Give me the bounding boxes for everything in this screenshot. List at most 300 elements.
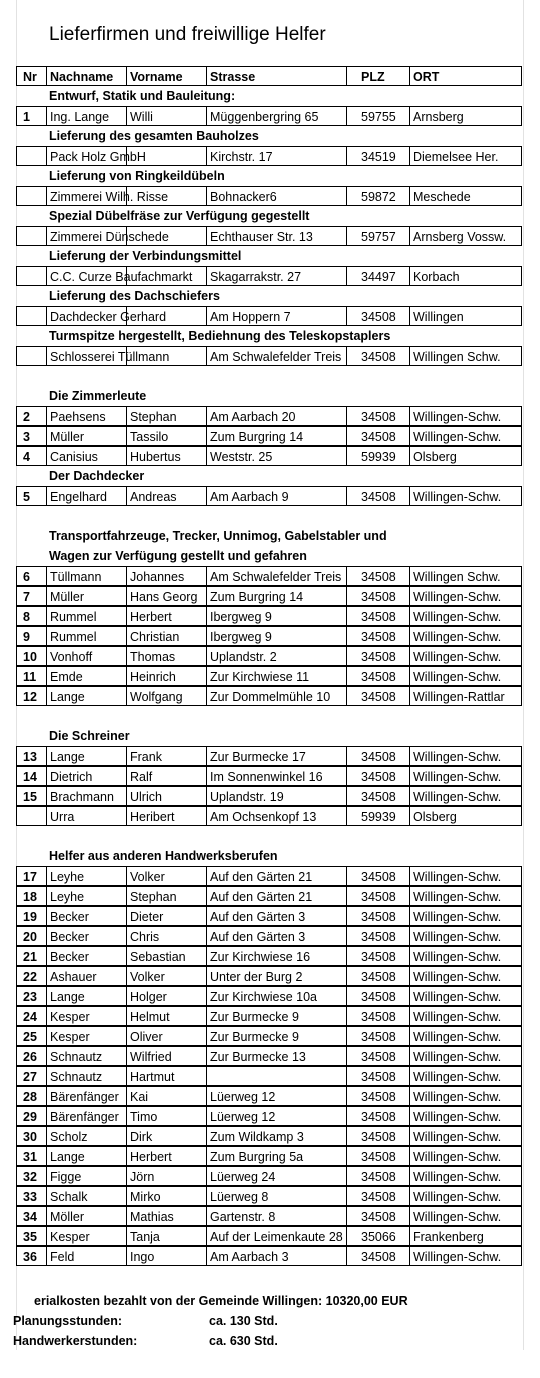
lastname-cell: Ing. Lange [46, 106, 126, 126]
firstname-cell: Herbert [126, 606, 206, 626]
zip-cell: 34508 [346, 626, 409, 646]
zip-cell: 59939 [346, 446, 409, 466]
table-row [16, 1006, 522, 1026]
section-label: Die Zimmerleute [49, 389, 147, 403]
street-cell: Am Aarbach 20 [206, 406, 346, 426]
table-row [16, 906, 522, 926]
zip-cell: 34508 [346, 946, 409, 966]
zip-cell: 34508 [346, 686, 409, 706]
firstname-cell: Vorname [126, 66, 206, 86]
table-row [16, 1146, 522, 1166]
street-cell: Zum Burgring 14 [206, 586, 346, 606]
section-heading [16, 546, 522, 566]
street-cell: Lüerweg 8 [206, 1186, 346, 1206]
nr-cell: 22 [16, 966, 46, 986]
lastname-cell: Emde [46, 666, 126, 686]
nr-cell: 7 [16, 586, 46, 606]
section-heading [16, 206, 522, 226]
nr-cell [16, 146, 46, 166]
table-row [16, 266, 522, 286]
zip-cell: 34508 [346, 606, 409, 626]
lastname-cell: Brachmann [46, 786, 126, 806]
nr-cell: 31 [16, 1146, 46, 1166]
lastname-cell: Zimmerei Dünschede [46, 226, 126, 246]
zip-cell: 59757 [346, 226, 409, 246]
section-label: Transportfahrzeuge, Trecker, Unnimog, Gabelstabler und [49, 529, 387, 543]
street-cell: Unter der Burg 2 [206, 966, 346, 986]
zip-cell: 34508 [346, 1246, 409, 1266]
city-cell: Olsberg [409, 806, 522, 826]
street-cell: Auf den Gärten 3 [206, 906, 346, 926]
zip-cell: 34508 [346, 566, 409, 586]
table-row [16, 1106, 522, 1126]
lastname-cell: Dachdecker Gerhard [46, 306, 126, 326]
nr-cell [16, 186, 46, 206]
street-cell: Im Sonnenwinkel 16 [206, 766, 346, 786]
zip-cell: 59872 [346, 186, 409, 206]
table-row [16, 1206, 522, 1226]
table-row [16, 1086, 522, 1106]
section-heading [16, 246, 522, 266]
street-cell: Zur Kirchwiese 16 [206, 946, 346, 966]
page-title: Lieferfirmen und freiwillige Helfer [49, 24, 326, 45]
section-label: Lieferung der Verbindungsmittel [49, 249, 242, 263]
firstname-cell [126, 186, 206, 206]
zip-cell: 34508 [346, 746, 409, 766]
nr-cell: 9 [16, 626, 46, 646]
street-cell: Strasse [206, 66, 346, 86]
firstname-cell: Wilfried [126, 1046, 206, 1066]
nr-cell: 1 [16, 106, 46, 126]
section-label: Wagen zur Verfügung gestellt und gefahren [49, 549, 307, 563]
section-label: Lieferung des Dachschiefers [49, 289, 220, 303]
street-cell: Am Schwalefelder Treis [206, 566, 346, 586]
city-cell: ORT [409, 66, 522, 86]
lastname-cell: Scholz [46, 1126, 126, 1146]
firstname-cell [126, 146, 206, 166]
lastname-cell: Vonhoff [46, 646, 126, 666]
street-cell: Auf der Leimenkaute 28 [206, 1226, 346, 1246]
table-row [16, 306, 522, 326]
city-cell: Meschede [409, 186, 522, 206]
nr-cell: 35 [16, 1226, 46, 1246]
zip-cell: 34519 [346, 146, 409, 166]
table-row [16, 866, 522, 886]
city-cell: Willingen-Schw. [409, 1246, 522, 1266]
nr-cell: 20 [16, 926, 46, 946]
firstname-cell: Mirko [126, 1186, 206, 1206]
city-cell: Willingen-Schw. [409, 766, 522, 786]
nr-cell: 14 [16, 766, 46, 786]
street-cell: Zur Burmecke 17 [206, 746, 346, 766]
zip-cell: 34508 [346, 1166, 409, 1186]
lastname-cell: Pack Holz GmbH [46, 146, 126, 166]
street-cell: Lüerweg 12 [206, 1086, 346, 1106]
firstname-cell: Hartmut [126, 1066, 206, 1086]
table-row [16, 1026, 522, 1046]
table-row [16, 926, 522, 946]
section-heading [16, 166, 522, 186]
street-cell: Zur Kirchwiese 11 [206, 666, 346, 686]
firstname-cell: Herbert [126, 1146, 206, 1166]
city-cell: Frankenberg [409, 1226, 522, 1246]
lastname-cell: Schlosserei Tüllmann [46, 346, 126, 366]
city-cell: Willingen-Schw. [409, 966, 522, 986]
zip-cell: 35066 [346, 1226, 409, 1246]
firstname-cell: Kai [126, 1086, 206, 1106]
zip-cell: 34508 [346, 866, 409, 886]
table-row [16, 786, 522, 806]
firstname-cell: Ralf [126, 766, 206, 786]
table-row [16, 666, 522, 686]
nr-cell: Nr [16, 66, 46, 86]
zip-cell: 34508 [346, 906, 409, 926]
street-cell: Skagarrakstr. 27 [206, 266, 346, 286]
table-row [16, 1066, 522, 1086]
firstname-cell: Holger [126, 986, 206, 1006]
street-cell: Weststr. 25 [206, 446, 346, 466]
firstname-cell: Mathias [126, 1206, 206, 1226]
city-cell: Willingen-Schw. [409, 946, 522, 966]
nr-cell: 29 [16, 1106, 46, 1126]
firstname-cell [126, 306, 206, 326]
street-cell: Zur Dommelmühle 10 [206, 686, 346, 706]
lastname-cell: Urra [46, 806, 126, 826]
firstname-cell: Ulrich [126, 786, 206, 806]
firstname-cell: Heribert [126, 806, 206, 826]
lastname-cell: Becker [46, 946, 126, 966]
street-cell: Zur Burmecke 9 [206, 1026, 346, 1046]
city-cell: Olsberg [409, 446, 522, 466]
nr-cell: 28 [16, 1086, 46, 1106]
lastname-cell: Rummel [46, 626, 126, 646]
section-label: Entwurf, Statik und Bauleitung: [49, 89, 236, 103]
nr-cell [16, 226, 46, 246]
firstname-cell: Frank [126, 746, 206, 766]
table-row [16, 446, 522, 466]
city-cell: Willingen-Schw. [409, 1186, 522, 1206]
city-cell: Willingen-Schw. [409, 1206, 522, 1226]
street-cell: Lüerweg 24 [206, 1166, 346, 1186]
craft-hours-value: ca. 630 Std. [209, 1334, 278, 1348]
table-row [16, 1186, 522, 1206]
city-cell: Willingen-Schw. [409, 1106, 522, 1126]
zip-cell: 34508 [346, 1186, 409, 1206]
nr-cell: 18 [16, 886, 46, 906]
lastname-cell: Schnautz [46, 1066, 126, 1086]
firstname-cell: Helmut [126, 1006, 206, 1026]
city-cell: Willingen-Schw. [409, 406, 522, 426]
table-row [16, 646, 522, 666]
table-row [16, 766, 522, 786]
zip-cell: 34508 [346, 586, 409, 606]
lastname-cell: Bärenfänger [46, 1106, 126, 1126]
lastname-cell: Becker [46, 906, 126, 926]
city-cell: Willingen-Schw. [409, 606, 522, 626]
lastname-cell: Schalk [46, 1186, 126, 1206]
zip-cell: 34508 [346, 966, 409, 986]
street-cell: Lüerweg 12 [206, 1106, 346, 1126]
nr-cell [16, 346, 46, 366]
lastname-cell: Engelhard [46, 486, 126, 506]
firstname-cell: Wolfgang [126, 686, 206, 706]
city-cell: Willingen-Schw. [409, 786, 522, 806]
craft-hours-label: Handwerkerstunden: [13, 1334, 138, 1348]
street-cell: Am Aarbach 3 [206, 1246, 346, 1266]
street-cell: Zum Burgring 14 [206, 426, 346, 446]
section-heading [16, 846, 522, 866]
section-heading [16, 466, 522, 486]
section-heading [16, 286, 522, 306]
street-cell: Zur Kirchwiese 10a [206, 986, 346, 1006]
firstname-cell [126, 346, 206, 366]
lastname-cell: Lange [46, 746, 126, 766]
firstname-cell: Ingo [126, 1246, 206, 1266]
zip-cell: 34508 [346, 1026, 409, 1046]
table-row [16, 406, 522, 426]
street-cell: Am Hoppern 7 [206, 306, 346, 326]
zip-cell: 34508 [346, 1206, 409, 1226]
firstname-cell: Hans Georg [126, 586, 206, 606]
lastname-cell: Dietrich [46, 766, 126, 786]
nr-cell: 10 [16, 646, 46, 666]
city-cell: Willingen Schw. [409, 346, 522, 366]
table-row [16, 886, 522, 906]
table-row [16, 966, 522, 986]
nr-cell: 33 [16, 1186, 46, 1206]
city-cell: Korbach [409, 266, 522, 286]
zip-cell: 34508 [346, 486, 409, 506]
table-row [16, 486, 522, 506]
firstname-cell: Stephan [126, 406, 206, 426]
table-row [16, 226, 522, 246]
city-cell: Willingen-Rattlar [409, 686, 522, 706]
zip-cell: 34508 [346, 1006, 409, 1026]
firstname-cell: Johannes [126, 566, 206, 586]
nr-cell [16, 806, 46, 826]
street-cell: Kirchstr. 17 [206, 146, 346, 166]
city-cell: Willingen-Schw. [409, 1086, 522, 1106]
street-cell: Auf den Gärten 21 [206, 886, 346, 906]
lastname-cell: Kesper [46, 1226, 126, 1246]
firstname-cell: Heinrich [126, 666, 206, 686]
zip-cell: 34508 [346, 346, 409, 366]
nr-cell: 30 [16, 1126, 46, 1146]
zip-cell: 59755 [346, 106, 409, 126]
lastname-cell: Feld [46, 1246, 126, 1266]
lastname-cell: Paehsens [46, 406, 126, 426]
street-cell: Ibergweg 9 [206, 606, 346, 626]
city-cell: Willingen-Schw. [409, 926, 522, 946]
lastname-cell: Figge [46, 1166, 126, 1186]
nr-cell: 23 [16, 986, 46, 1006]
city-cell: Arnsberg [409, 106, 522, 126]
city-cell: Willingen-Schw. [409, 1066, 522, 1086]
city-cell: Willingen-Schw. [409, 1046, 522, 1066]
firstname-cell: Hubertus [126, 446, 206, 466]
firstname-cell: Stephan [126, 886, 206, 906]
zip-cell: 34508 [346, 666, 409, 686]
zip-cell: 34508 [346, 1146, 409, 1166]
nr-cell: 2 [16, 406, 46, 426]
city-cell: Willingen-Schw. [409, 486, 522, 506]
zip-cell: 34508 [346, 766, 409, 786]
lastname-cell: Rummel [46, 606, 126, 626]
nr-cell: 26 [16, 1046, 46, 1066]
city-cell: Willingen Schw. [409, 566, 522, 586]
lastname-cell: Ashauer [46, 966, 126, 986]
city-cell: Willingen-Schw. [409, 626, 522, 646]
zip-cell: 34508 [346, 786, 409, 806]
table-row [16, 686, 522, 706]
table-row [16, 806, 522, 826]
city-cell: Willingen-Schw. [409, 1166, 522, 1186]
section-heading [16, 126, 522, 146]
table-row [16, 626, 522, 646]
firstname-cell: Christian [126, 626, 206, 646]
zip-cell: PLZ [346, 66, 409, 86]
nr-cell: 4 [16, 446, 46, 466]
nr-cell: 13 [16, 746, 46, 766]
city-cell: Willingen-Schw. [409, 886, 522, 906]
nr-cell: 25 [16, 1026, 46, 1046]
nr-cell: 12 [16, 686, 46, 706]
firstname-cell: Tanja [126, 1226, 206, 1246]
city-cell: Diemelsee Her. [409, 146, 522, 166]
street-cell: Müggenbergring 65 [206, 106, 346, 126]
zip-cell: 34508 [346, 1046, 409, 1066]
table-row [16, 426, 522, 446]
firstname-cell: Tassilo [126, 426, 206, 446]
table-row [16, 746, 522, 766]
zip-cell: 34508 [346, 1086, 409, 1106]
street-cell: Am Aarbach 9 [206, 486, 346, 506]
table-row [16, 1226, 522, 1246]
zip-cell: 34508 [346, 646, 409, 666]
section-label: Lieferung von Ringkeildübeln [49, 169, 225, 183]
street-cell: Am Schwalefelder Treis [206, 346, 346, 366]
street-cell: Uplandstr. 19 [206, 786, 346, 806]
nr-cell: 21 [16, 946, 46, 966]
table-row [16, 1126, 522, 1146]
firstname-cell [126, 266, 206, 286]
lastname-cell: Bärenfänger [46, 1086, 126, 1106]
street-cell: Bohnacker6 [206, 186, 346, 206]
nr-cell: 32 [16, 1166, 46, 1186]
lastname-cell: Nachname [46, 66, 126, 86]
city-cell: Willingen-Schw. [409, 666, 522, 686]
firstname-cell: Volker [126, 966, 206, 986]
section-heading [16, 326, 522, 346]
street-cell [206, 1066, 346, 1086]
lastname-cell: Kesper [46, 1026, 126, 1046]
city-cell: Willingen-Schw. [409, 1146, 522, 1166]
city-cell: Willingen-Schw. [409, 986, 522, 1006]
street-cell: Zur Burmecke 9 [206, 1006, 346, 1026]
planning-hours-label: Planungsstunden: [13, 1314, 123, 1328]
firstname-cell: Timo [126, 1106, 206, 1126]
zip-cell: 34508 [346, 306, 409, 326]
street-cell: Auf den Gärten 21 [206, 866, 346, 886]
lastname-cell: Becker [46, 926, 126, 946]
city-cell: Willingen-Schw. [409, 746, 522, 766]
planning-hours-value: ca. 130 Std. [209, 1314, 278, 1328]
section-heading [16, 86, 522, 106]
nr-cell [16, 306, 46, 326]
nr-cell: 34 [16, 1206, 46, 1226]
street-cell: Zum Wildkamp 3 [206, 1126, 346, 1146]
city-cell: Willingen-Schw. [409, 646, 522, 666]
city-cell: Willingen [409, 306, 522, 326]
section-label: Turmspitze hergestellt, Bediehnung des Teleskopstaplers [49, 329, 391, 343]
city-cell: Willingen-Schw. [409, 426, 522, 446]
street-cell: Zur Burmecke 13 [206, 1046, 346, 1066]
firstname-cell: Volker [126, 866, 206, 886]
nr-cell: 17 [16, 866, 46, 886]
section-heading [16, 526, 522, 546]
table-row [16, 986, 522, 1006]
table-row [16, 586, 522, 606]
street-cell: Uplandstr. 2 [206, 646, 346, 666]
lastname-cell: Möller [46, 1206, 126, 1226]
firstname-cell: Oliver [126, 1026, 206, 1046]
zip-cell: 34508 [346, 1106, 409, 1126]
lastname-cell: Lange [46, 1146, 126, 1166]
table-row [16, 1166, 522, 1186]
section-label: Der Dachdecker [49, 469, 145, 483]
nr-cell: 8 [16, 606, 46, 626]
lastname-cell: Schnautz [46, 1046, 126, 1066]
firstname-cell: Thomas [126, 646, 206, 666]
table-row [16, 106, 522, 126]
section-label: Helfer aus anderen Handwerksberufen [49, 849, 278, 863]
street-cell: Am Ochsenkopf 13 [206, 806, 346, 826]
zip-cell: 59939 [346, 806, 409, 826]
lastname-cell: Kesper [46, 1006, 126, 1026]
lastname-cell: Zimmerei Wilh. Risse [46, 186, 126, 206]
city-cell: Willingen-Schw. [409, 866, 522, 886]
city-cell: Willingen-Schw. [409, 1026, 522, 1046]
table-row [16, 186, 522, 206]
city-cell: Willingen-Schw. [409, 586, 522, 606]
lastname-cell: C.C. Curze Baufachmarkt [46, 266, 126, 286]
lastname-cell: Lange [46, 686, 126, 706]
table-row [16, 1046, 522, 1066]
street-cell: Gartenstr. 8 [206, 1206, 346, 1226]
zip-cell: 34508 [346, 886, 409, 906]
zip-cell: 34508 [346, 1126, 409, 1146]
street-cell: Echthauser Str. 13 [206, 226, 346, 246]
zip-cell: 34508 [346, 1066, 409, 1086]
city-cell: Willingen-Schw. [409, 1126, 522, 1146]
city-cell: Willingen-Schw. [409, 906, 522, 926]
table-row [16, 566, 522, 586]
section-heading [16, 726, 522, 746]
firstname-cell: Dieter [126, 906, 206, 926]
section-label: Spezial Dübelfräse zur Verfügung gegestellt [49, 209, 310, 223]
zip-cell: 34508 [346, 406, 409, 426]
table-row [16, 1246, 522, 1266]
nr-cell: 6 [16, 566, 46, 586]
zip-cell: 34508 [346, 986, 409, 1006]
lastname-cell: Leyhe [46, 886, 126, 906]
street-cell: Ibergweg 9 [206, 626, 346, 646]
nr-cell: 15 [16, 786, 46, 806]
street-cell: Auf den Gärten 3 [206, 926, 346, 946]
city-cell: Willingen-Schw. [409, 1006, 522, 1026]
firstname-cell: Jörn [126, 1166, 206, 1186]
nr-cell: 27 [16, 1066, 46, 1086]
